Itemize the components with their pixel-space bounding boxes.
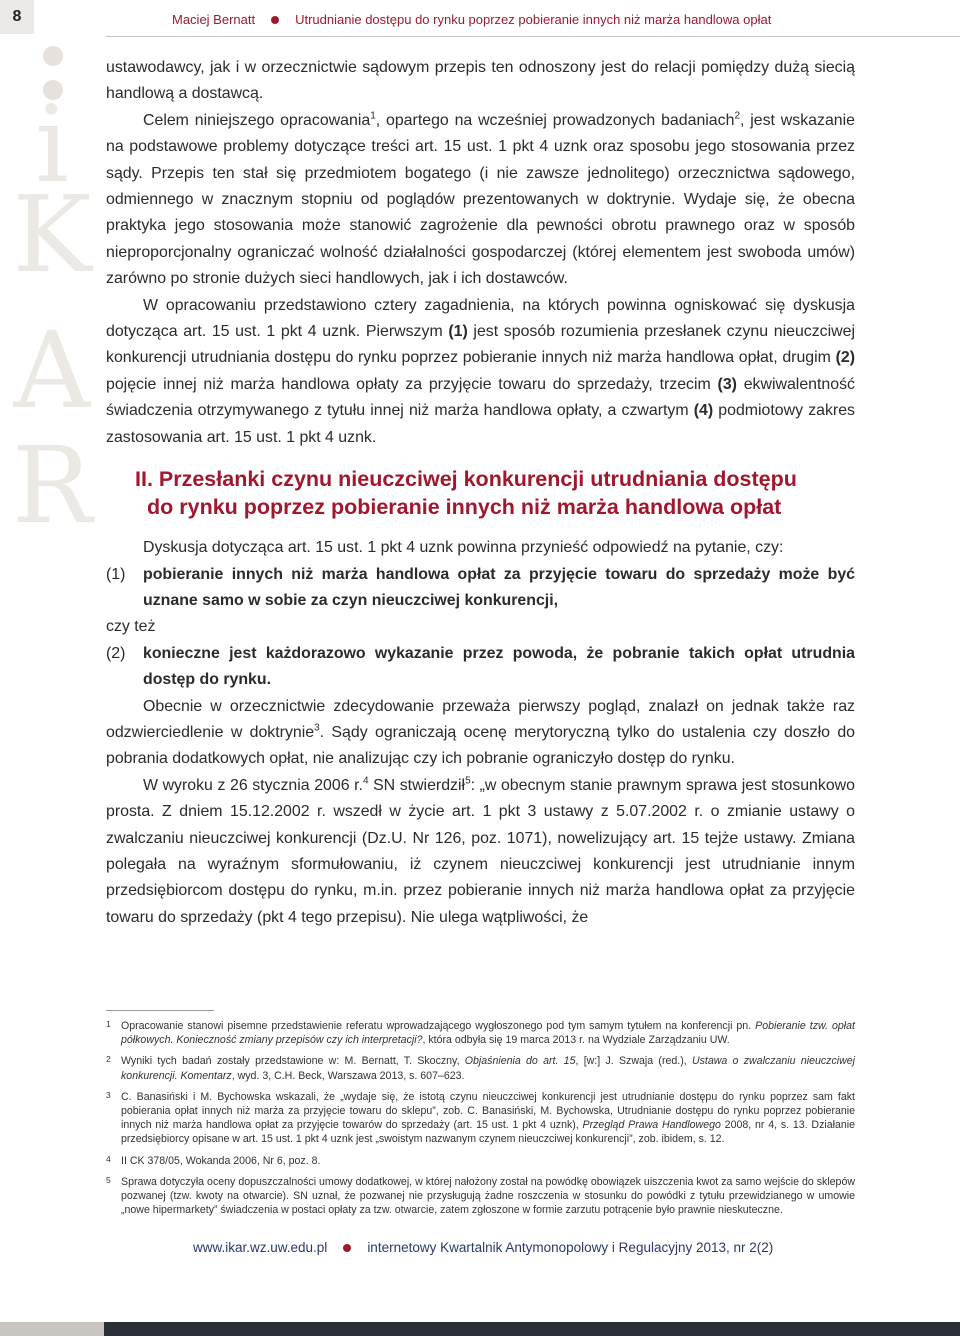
header-author: Maciej Bernatt [172,12,256,27]
main-text [106,55,855,931]
list-item [106,562,855,615]
header-bullet-icon [271,16,279,24]
connector-text: czy też [106,618,156,636]
footnote: 1 Opracowanie stanowi pisemne przedstawienie referatu wprowadzającego wygłoszonego pod tym samym tytułem na konferencji pn. Pobieranie tzw. opłat półkowych. Konieczność zmiany przepisów czy ich interpretacji?, która odbyła się 19 marca 2013 r. na Wydziale Zarządzaniu UW. [106,1019,855,1047]
page-footer [193,1240,773,1255]
section-heading [106,465,855,521]
footnote-ref: 2 [734,110,740,122]
section-heading-line: do rynku poprzez pobieranie innych niż marża handlowa opłat [147,495,782,520]
footnote-ref: 3 [314,722,320,734]
page-number: 8 [0,0,34,34]
footnote-number: 2 [106,1054,111,1065]
footnote: 2 Wyniki tych badań zostały przedstawione w: M. Bernatt, T. Skoczny, Objaśnienia do art. 15, [w:] J. Szwaja (red.), Ustawa o zwalczaniu nieuczciwej konkurencji. Komentarz, wyd. 3, C.H. Beck, Warszawa 2013, s. 607–623. [106,1054,855,1082]
header-title: Utrudnianie dostępu do rynku poprzez pobieranie innych niż marża handlowa opłat [295,12,772,27]
footnote: 5 Sprawa dotyczyła oceny dopuszczalności umowy dodatkowej, w której nałożony został na powódkę obowiązek uiszczenia kwot za samo wejście do sklepów pozwanej (tzw. kwoty na otwarcie). SN uznał, że pozwanej nie przysługują żadne roszczenia w stosunku do powódki z tytułu przewidzianego w umowie „nowe hipermarkety” świadczenia w postaci opłaty za tzw. otwarcie, zatem zgłoszone w formie zarzutu potrącenie było prawnie nieskuteczne. [106,1174,855,1217]
header-divider [106,36,960,37]
footnote-number: 4 [106,1153,111,1164]
bottom-bar-accent [0,1322,104,1336]
list-number: (1) [106,565,126,583]
footnote-ref: 5 [465,775,471,787]
paragraph: W wyroku z 26 stycznia 2006 r.$^4$ SN stwierdził$^5$: „w obecnym stanie prawnym sprawa jest stosunkowo prosta. Z dniem 15.12.2002 r. wszedł w życie art. 1 pkt 3 ustawy z 5.07.2002 r. o zmianie ustawy o zwalczaniu nieuczciwej konkurencji (Dz.U. Nr 126, poz. 1071), nowelizujący art. 15 tejże ustawy. Zmiana polegała na wyraźnym sformułowaniu, iż czynem nieuczciwej konkurencji jest utrudnianie innym przedsiębiorcom dostępu do rynku, m.in. przez pobieranie innych niż marża handlowa opłat za przyjęcie towaru do sprzedaży (pkt 4 tego przepisu). Nie ulega wątpliwości, że [106,775,855,926]
paragraph: Dyskusja dotycząca art. 15 ust. 1 pkt 4 uznk powinna przynieść odpowiedź na pytanie, czy: [143,539,784,557]
footnote-number: 1 [106,1019,111,1029]
logo-dot-icon [43,46,63,66]
footnote-ref: 1 [370,110,376,122]
paragraph: W opracowaniu przedstawiono cztery zagadnienia, na których powinna ogniskować się dyskusja dotycząca art. 15 ust. 1 pkt 4 uznk. Pierwszym (1) jest sposób rozumienia przesłanek czynu nieuczciwej konkurencji utrudniania dostępu do rynku poprzez pobieranie innych niż marża handlowa opłat, drugim (2) pojęcie innej niż marża handlowa opłaty za przyjęcie towaru do sprzedaży, trzecim (3) ekwiwalentność świadczenia otrzymywanego z tytułu innej niż marża handlowa opłaty, a czwartym (4) podmiotowy zakres zastosowania art. 15 ust. 1 pkt 4 uznk. [106,296,855,446]
paragraph: ustawodawcy, jak i w orzecznictwie sądowym przepis ten odnoszony jest do relacji pomiędzy dużą siecią handlową a dostawcą. [106,59,855,103]
list-text: pobieranie innych niż marża handlowa opłat za przyjęcie towaru do sprzedaży może być uznane samo w sobie za czyn nieuczciwej konkurencji, [143,565,855,609]
bottom-bar [104,1322,960,1336]
footnote-divider [106,1010,214,1011]
footnotes [106,1019,855,1224]
list-text: konieczne jest każdorazowo wykazanie przez powoda, że pobranie takich opłat utrudnia dostęp do rynku. [143,644,855,689]
running-header [172,12,932,27]
paragraph: Celem niniejszego opracowania$^1$, opartego na wcześniej prowadzonych badaniach$^2$, jest wskazanie na podstawowe problemy dotyczące treści art. 15 ust. 1 pkt 4 uznk oraz sposobu jego stosowania przez sądy. Przepis ten stał się przedmiotem bogatego (i nie zawsze jednolitego) orzecznictwa sądowego, odmiennego w znacznym stopniu od poglądów prezentowanych w doktrynie. Wydaje się, że obecna praktyka jego stosowania może stanowić zagrożenie dla pewności obrotu prawnego oraz w sposób nieproporcjonalny ograniczać wolność działalności gospodarczej (której elementem jest swoboda umów) zarówno po stronie dużych sieci handlowych, jak i ich dostawców. [106,110,855,288]
logo-letter-k: K [12,173,92,296]
list-item [106,641,855,694]
footnote-number: 5 [106,1174,111,1185]
footer-url: www.ikar.wz.uw.edu.pl [193,1240,328,1255]
list-number: (2) [106,644,126,662]
footnote-number: 3 [106,1089,111,1100]
footer-journal: internetowy Kwartalnik Antymonopolowy i Regulacyjny 2013, nr 2(2) [367,1240,774,1255]
section-heading-line: II. Przesłanki czynu nieuczciwej konkurencji utrudniania dostępu [135,467,797,492]
logo-letter-a: A [13,309,91,432]
footer-bullet-icon [343,1244,351,1252]
footnote: 3 C. Banasiński i M. Bychowska wskazali, że „wydaje się, że istotą czynu nieuczciwej konkurencji jest utrudnianie dostępu do rynku poprzez sam fakt pobierania opłat innych niż marża za przyjęcie towaru do sklepu”, zob. C. Banasiński, M. Bychowska, Utrudnianie dostępu do rynku poprzez pobieranie innych niż marża handlowa opłat za przyjęcie towarów do sprzedaży (art. 15 ust. 1 pkt 4 uznk), Przegląd Prawa Handlowego 2008, nr 4, s. 13. Działanie przedsiębiorcy opisane w art. 15 ust. 1 pkt 4 uznk jest „swoistym nazwanym czynem nieuczciwej konkurencji”, zob. ibidem, s. 12. [106,1089,855,1146]
footnote-ref: 4 [362,775,369,787]
logo-letter-i: i [35,83,69,206]
logo-letter-r: R [12,424,92,547]
footnote: 4 II CK 378/05, Wokanda 2006, Nr 6, poz. 8. [106,1153,321,1167]
paragraph: Obecnie w orzecznictwie zdecydowanie przeważa pierwszy pogląd, znalazł on jednak także raz odzwierciedlenie w doktrynie$^3$. Sądy ograniczają ocenę merytoryczną tylko do ustalenia czy doszło do pobrania dodatkowych opłat, nie analizując czy ich pobranie ograniczyło dostęp do rynku. [106,697,855,768]
